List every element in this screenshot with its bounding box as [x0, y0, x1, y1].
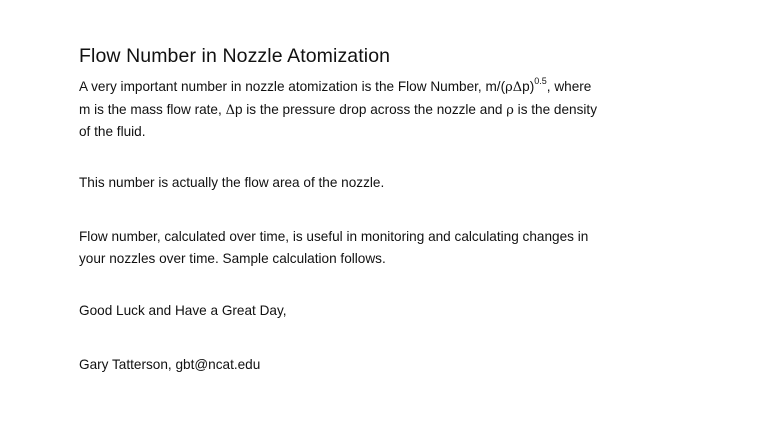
delta-symbol: Δ: [512, 80, 523, 95]
delta-symbol-2: Δ: [225, 102, 235, 118]
definition-line-2: [79, 99, 597, 122]
flow-number-definition-paragraph: [79, 76, 597, 143]
definition-text-1a: A very important number in nozzle atomization is the Flow Number, m/(: [79, 79, 506, 94]
closing-text: Good Luck and Have a Great Day,: [79, 303, 287, 318]
definition-line-3: of the fluid.: [79, 124, 146, 139]
monitoring-line-2: your nozzles over time. Sample calculation follows.: [79, 250, 386, 266]
definition-text-2b: p is the pressure drop across the nozzle and: [234, 101, 507, 117]
rho-symbol: ρ: [505, 80, 513, 95]
slide-title: Flow Number in Nozzle Atomization: [79, 45, 391, 67]
definition-text-2a: m is the mass flow rate,: [79, 101, 226, 117]
monitoring-line-1: Flow number, calculated over time, is useful in monitoring and calculating changes in: [79, 229, 589, 244]
rho-symbol-2: ρ: [506, 102, 514, 118]
monitoring-paragraph: [79, 226, 588, 269]
definition-text-1b: p): [522, 79, 535, 94]
flow-area-paragraph: This number is actually the flow area of the nozzle.: [79, 175, 385, 190]
definition-text-1c: , where: [546, 79, 592, 94]
exponent: 0.5: [534, 76, 547, 87]
definition-line-1: [79, 76, 597, 99]
definition-text-2c: is the density: [513, 101, 598, 117]
author-signature: Gary Tatterson, gbt@ncat.edu: [79, 357, 261, 372]
